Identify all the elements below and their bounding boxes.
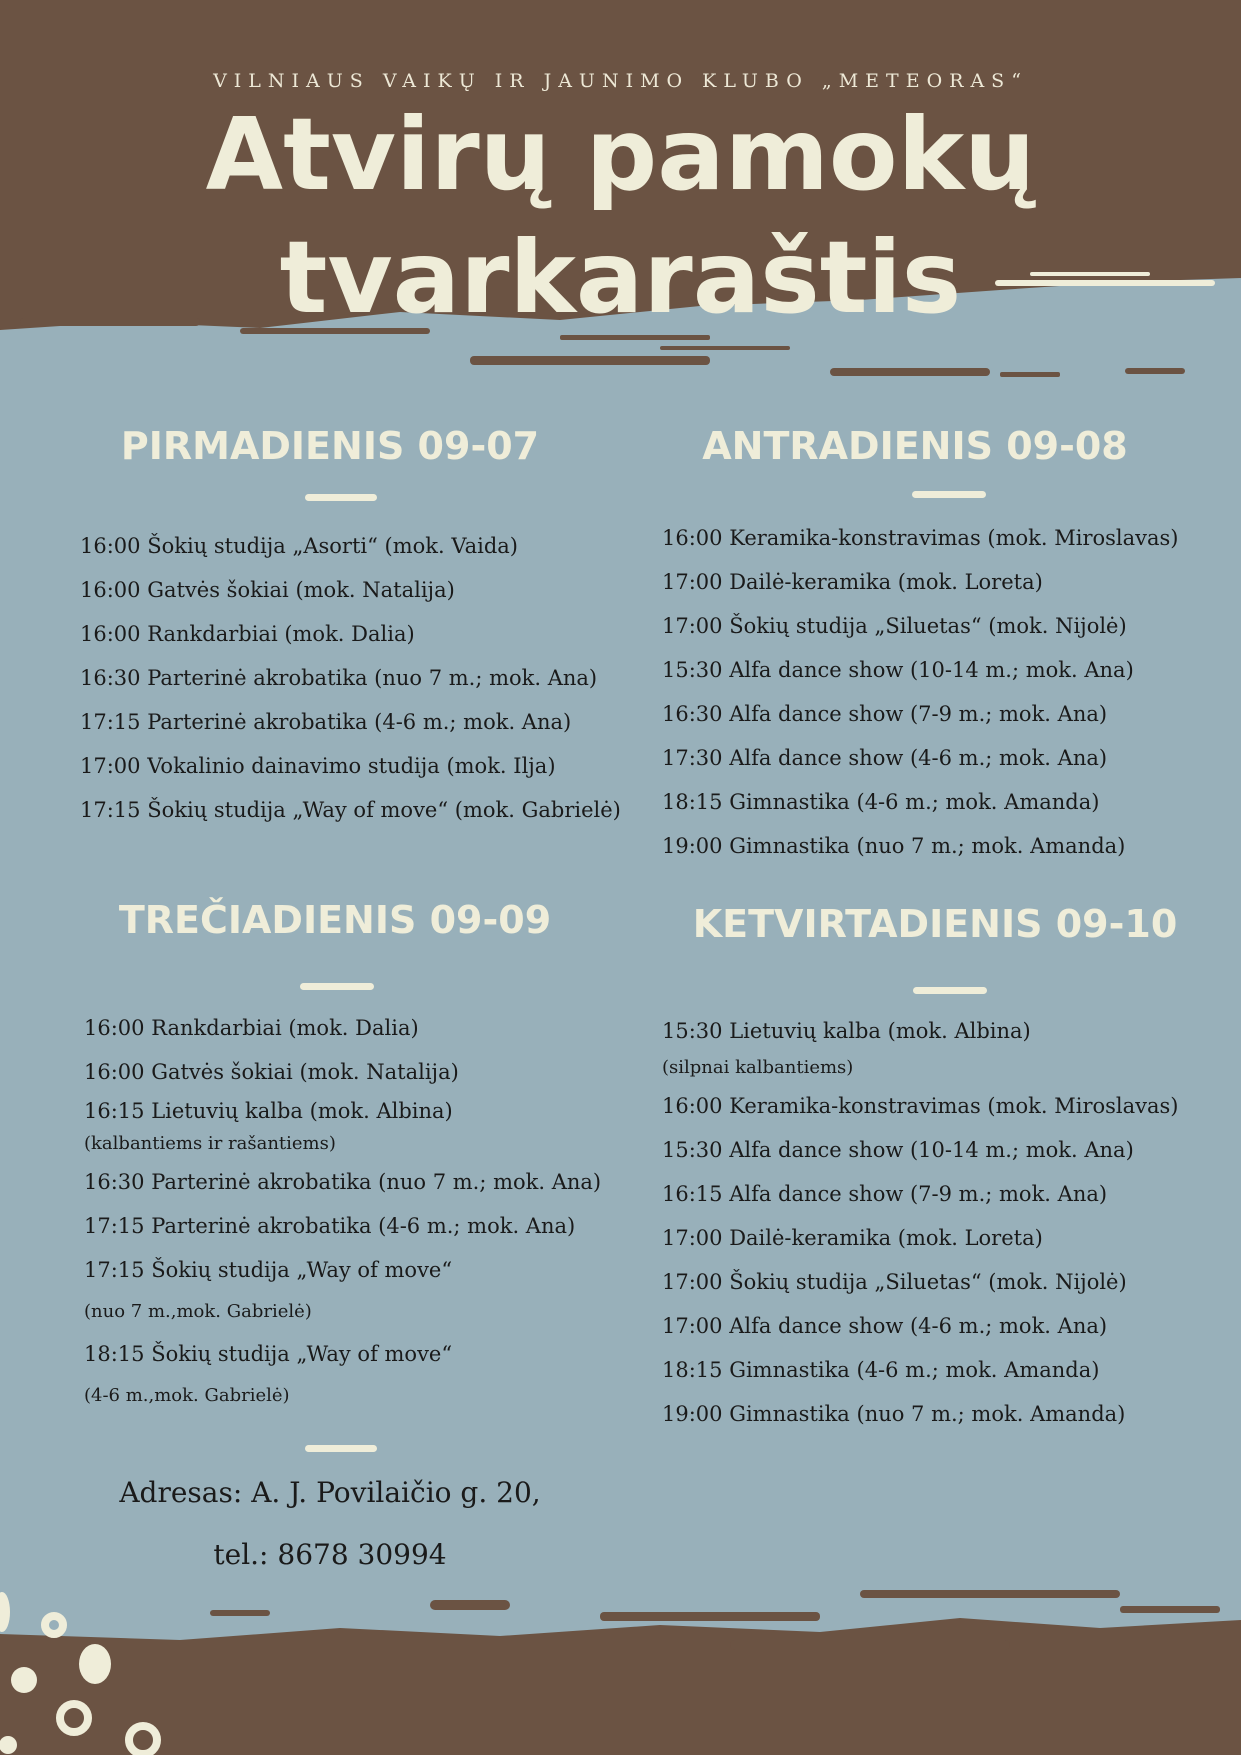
list-item: 16:00 Gatvės šokiai (mok. Natalija)	[84, 1060, 459, 1084]
list-item: 15:30 Alfa dance show (10-14 m.; mok. Ana)	[662, 658, 1134, 682]
monday-heading: PIRMADIENIS 09-07	[120, 424, 540, 468]
list-item: 17:00 Šokių studija „Siluetas“ (mok. Nijolė)	[662, 1270, 1127, 1294]
list-item: 19:00 Gimnastika (nuo 7 m.; mok. Amanda)	[662, 1402, 1126, 1426]
page-title-line-1: Atvirų pamokų	[205, 96, 1036, 213]
list-item: (nuo 7 m.,mok. Gabrielė)	[84, 1301, 312, 1322]
list-item: 17:00 Šokių studija „Siluetas“ (mok. Nijolė)	[662, 614, 1127, 638]
list-item: 16:00 Rankdarbiai (mok. Dalia)	[84, 1016, 419, 1040]
tuesday-list	[662, 516, 1179, 868]
thursday-divider	[913, 987, 987, 994]
list-item: 16:30 Parterinė akrobatika (nuo 7 m.; mok. Ana)	[80, 666, 598, 690]
list-item: 16:00 Keramika-konstravimas (mok. Miroslavas)	[662, 526, 1179, 550]
monday-list	[80, 524, 621, 832]
list-item: 16:15 Lietuvių kalba (mok. Albina)	[84, 1099, 453, 1123]
thursday-list	[662, 1010, 1179, 1436]
wednesday-divider	[300, 983, 374, 990]
list-item: 16:30 Alfa dance show (7-9 m.; mok. Ana)	[662, 702, 1108, 726]
list-item: 17:15 Šokių studija „Way of move“	[84, 1258, 453, 1282]
list-item: (4-6 m.,mok. Gabrielė)	[84, 1385, 290, 1406]
list-item: 18:15 Gimnastika (4-6 m.; mok. Amanda)	[662, 1358, 1100, 1382]
tuesday-divider	[912, 491, 986, 498]
wednesday-heading: TREČIADIENIS 09-09	[118, 898, 552, 942]
page-title-line-2: tvarkaraštis	[279, 219, 962, 336]
list-item: 17:15 Šokių studija „Way of move“ (mok. Gabrielė)	[80, 798, 621, 822]
list-item: 17:00 Dailė-keramika (mok. Loreta)	[662, 570, 1043, 594]
list-item: 17:15 Parterinė akrobatika (4-6 m.; mok. Ana)	[80, 710, 572, 734]
list-item: 16:15 Alfa dance show (7-9 m.; mok. Ana)	[662, 1182, 1108, 1206]
list-item: 15:30 Alfa dance show (10-14 m.; mok. Ana)	[662, 1138, 1134, 1162]
list-item: 16:00 Šokių studija „Asorti“ (mok. Vaida)	[80, 534, 518, 558]
list-item: 17:30 Alfa dance show (4-6 m.; mok. Ana)	[662, 746, 1108, 770]
list-item: 17:15 Parterinė akrobatika (4-6 m.; mok. Ana)	[84, 1214, 576, 1238]
monday-divider	[305, 494, 377, 501]
phone-text: tel.: 8678 30994	[213, 1538, 447, 1571]
list-item: 15:30 Lietuvių kalba (mok. Albina)	[662, 1019, 1031, 1043]
list-item: 17:00 Alfa dance show (4-6 m.; mok. Ana)	[662, 1314, 1108, 1338]
list-item: 16:00 Keramika-konstravimas (mok. Miroslavas)	[662, 1094, 1179, 1118]
footer-divider	[305, 1445, 377, 1452]
tuesday-heading: ANTRADIENIS 09-08	[702, 424, 1128, 468]
address-text: Adresas: A. J. Povilaičio g. 20,	[119, 1476, 541, 1509]
thursday-heading: KETVIRTADIENIS 09-10	[692, 902, 1178, 946]
wednesday-list	[84, 1006, 601, 1416]
list-item: 17:00 Vokalinio dainavimo studija (mok. Ilja)	[80, 754, 556, 778]
list-item: 18:15 Šokių studija „Way of move“	[84, 1342, 453, 1366]
list-item: (kalbantiems ir rašantiems)	[84, 1133, 336, 1154]
list-item: (silpnai kalbantiems)	[662, 1057, 854, 1078]
list-item: 16:30 Parterinė akrobatika (nuo 7 m.; mok. Ana)	[84, 1170, 602, 1194]
list-item: 19:00 Gimnastika (nuo 7 m.; mok. Amanda)	[662, 834, 1126, 858]
list-item: 16:00 Rankdarbiai (mok. Dalia)	[80, 622, 415, 646]
club-name: VILNIAUS VAIKŲ IR JAUNIMO KLUBO „METEORAS“	[213, 70, 1028, 92]
list-item: 18:15 Gimnastika (4-6 m.; mok. Amanda)	[662, 790, 1100, 814]
list-item: 16:00 Gatvės šokiai (mok. Natalija)	[80, 578, 455, 602]
list-item: 17:00 Dailė-keramika (mok. Loreta)	[662, 1226, 1043, 1250]
